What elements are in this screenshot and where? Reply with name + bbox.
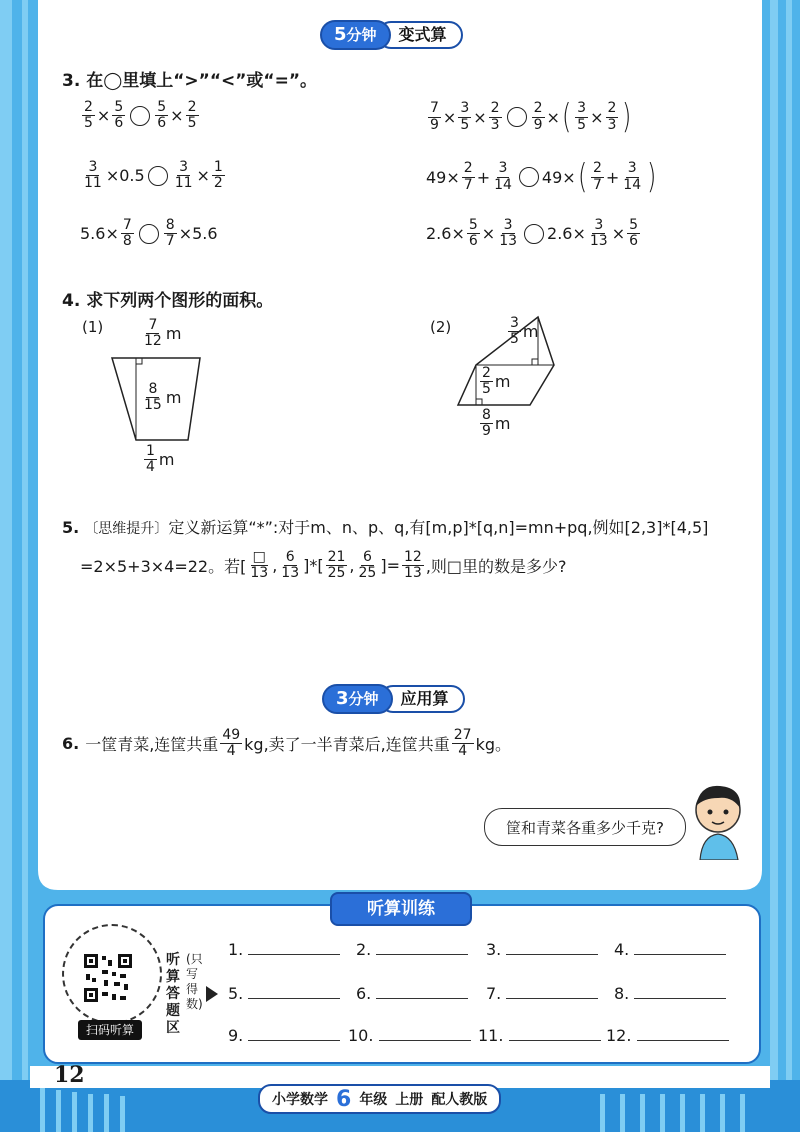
speech-bubble: 筐和青菜各重多少千克? <box>484 808 686 846</box>
answer-slot[interactable]: 2. <box>356 940 468 959</box>
fig2-mid-dim: $\frac{2}{5}$ m <box>482 365 511 398</box>
answer-slot[interactable]: 1. <box>228 940 340 959</box>
answer-slot[interactable]: 3. <box>486 940 598 959</box>
fig1-bottom-dim: $\frac{1}{4}$ m <box>146 443 175 476</box>
answer-circle[interactable] <box>139 224 159 244</box>
q3-expr-5: 49× $\frac{2}{7}$ + $\frac{3}{14}$ 49× ( $\frac{2}{7}$ + $\frac{3}{14}$ ) <box>426 157 657 197</box>
answer-slot[interactable]: 5. <box>228 984 340 1003</box>
fig1-top-dim: $\frac{7}{12}$ m <box>144 317 182 350</box>
q3-expr-3: 5.6× $\frac{7}{8}$ $\frac{8}{7}$ ×5.6 <box>80 217 218 250</box>
q3-expr-1: $\frac{2}{5}$ × $\frac{5}{6}$ $\frac{5}{6}$ × $\frac{2}{5}$ <box>84 99 197 132</box>
fig2-top-dim: $\frac{3}{5}$ m <box>510 315 539 348</box>
answer-circle[interactable] <box>130 106 150 126</box>
answer-circle[interactable] <box>524 224 544 244</box>
figure-1-label: (1) <box>82 318 104 336</box>
page-number: 12 <box>54 1062 85 1088</box>
answer-slot[interactable]: 6. <box>356 984 468 1003</box>
listen-title: 听算训练 <box>330 892 472 926</box>
student-avatar <box>688 780 750 860</box>
scan-listen-label[interactable]: 扫码听算 <box>78 1020 142 1040</box>
question-5-line1: 5. 〔思维提升〕定义新运算“*”:对于m、n、p、q,有[m,p]*[q,n]=mn+pq,例如[2,3]*[4,5] <box>62 518 709 537</box>
section-title: 变式算 <box>377 21 463 49</box>
fig1-height-dim: $\frac{8}{15}$ m <box>144 381 182 414</box>
qr-code-icon[interactable] <box>82 952 134 1004</box>
arrow-right-icon <box>206 986 218 1002</box>
answer-slot[interactable]: 4. <box>614 940 726 959</box>
fig2-bottom-dim: $\frac{8}{9}$ m <box>482 407 511 440</box>
answer-slot[interactable]: 11. <box>478 1026 601 1045</box>
question-5-line2: =2×5+3×4=22。若[ $\frac{□}{13}$ , $\frac{6}{13}$ ]*[ $\frac{21}{25}$ , $\frac{6}{25}$ ]= $\frac{12}{13}$ ,则□里的数是多少? <box>80 549 567 582</box>
footer-book-info: 小学数学 6 年级 上册 配人教版 <box>258 1084 501 1114</box>
answer-zone-note: (只写得数) <box>186 952 203 1011</box>
figure-2-label: (2) <box>430 318 452 336</box>
q3-expr-4: $\frac{7}{9}$ × $\frac{3}{5}$ × $\frac{2}{3}$ $\frac{2}{9}$ × ( $\frac{3}{5}$ × $\frac{2}{3}$ ) <box>430 97 632 137</box>
answer-slot[interactable]: 9. <box>228 1026 340 1045</box>
section-badge-application <box>322 684 465 714</box>
answer-circle[interactable] <box>507 107 527 127</box>
q3-expr-6: 2.6× $\frac{5}{6}$ × $\frac{3}{13}$ 2.6× $\frac{3}{13}$ × $\frac{5}{6}$ <box>426 217 639 250</box>
section-title: 应用算 <box>379 685 465 713</box>
answer-slot[interactable]: 10. <box>348 1026 471 1045</box>
question-3-title: 3. 在◯里填上“>”“<”或“=”。 <box>62 71 318 91</box>
minutes-pill: 3分钟 <box>322 684 393 714</box>
answer-circle[interactable] <box>519 167 539 187</box>
section-badge-variant <box>320 20 463 50</box>
answer-slot[interactable]: 12. <box>606 1026 729 1045</box>
minutes-pill: 5分钟 <box>320 20 391 50</box>
answer-slot[interactable]: 8. <box>614 984 726 1003</box>
question-4-title: 4. 求下列两个图形的面积。 <box>62 291 274 311</box>
answer-circle[interactable] <box>148 166 168 186</box>
answer-zone-label: 听算答题区 <box>166 952 180 1036</box>
question-6: 6. 一筐青菜,连筐共重 $\frac{49}{4}$ kg,卖了一半青菜后,连筐共重 $\frac{27}{4}$ kg。 <box>62 727 512 760</box>
answer-slot[interactable]: 7. <box>486 984 598 1003</box>
q3-expr-2: $\frac{3}{11}$ ×0.5 $\frac{3}{11}$ × $\frac{1}{2}$ <box>84 159 223 192</box>
